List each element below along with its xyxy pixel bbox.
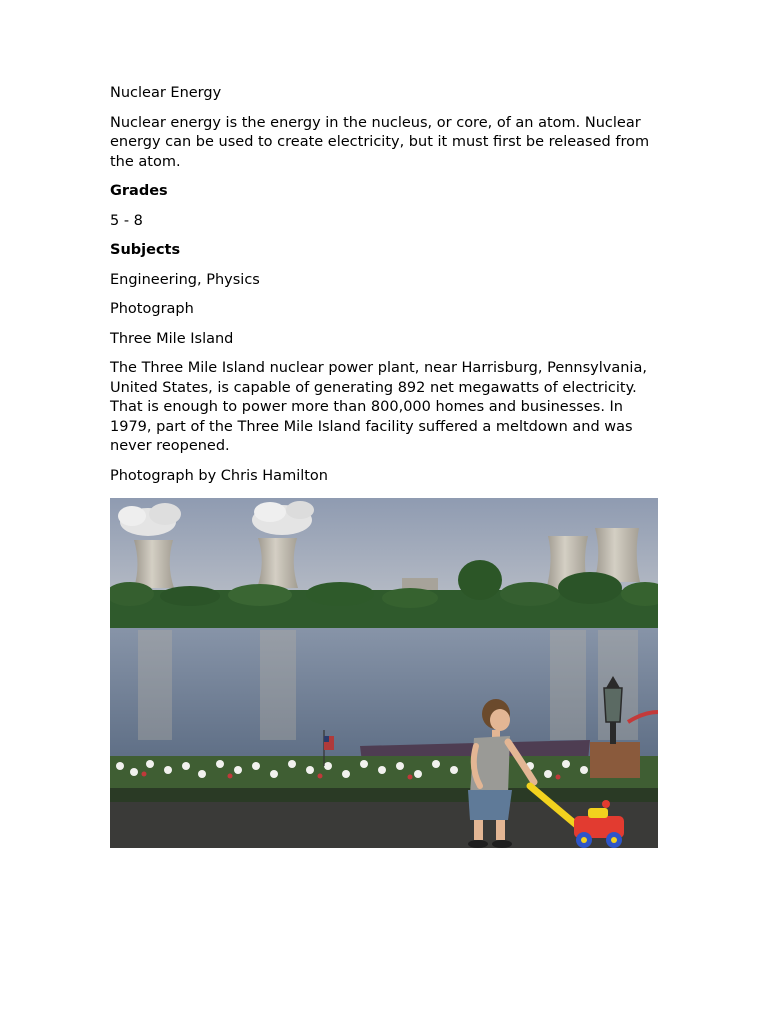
subjects-value: Engineering, Physics [110,271,260,288]
grades-value: 5 - 8 [110,212,143,229]
grades-heading: Grades [110,183,168,199]
media-title: Three Mile Island [110,330,234,347]
subjects-heading: Subjects [110,242,181,258]
photo-credit: Photograph by Chris Hamilton [110,467,328,484]
intro-paragraph: Nuclear energy is the energy in the nucleus, or core, of an atom. Nuclear energy can be used to create electricity, but it must first be released from the atom. [110,114,650,170]
media-type-label: Photograph [110,301,194,317]
three-mile-island-photo [110,498,658,848]
flower-bed [110,756,658,790]
media-caption: The Three Mile Island nuclear power plant, near Harrisburg, Pennsylvania, United States, is capable of generating 892 net megawatts of electricity. That is enough to power more than 800,000 homes and businesses. In 1979, part of the Three Mile Island facility suffered a meltdown and was never reopened. [110,360,647,454]
document-title: Nuclear Energy [110,85,222,101]
lawn-edge [110,788,658,802]
document-body [110,84,658,848]
